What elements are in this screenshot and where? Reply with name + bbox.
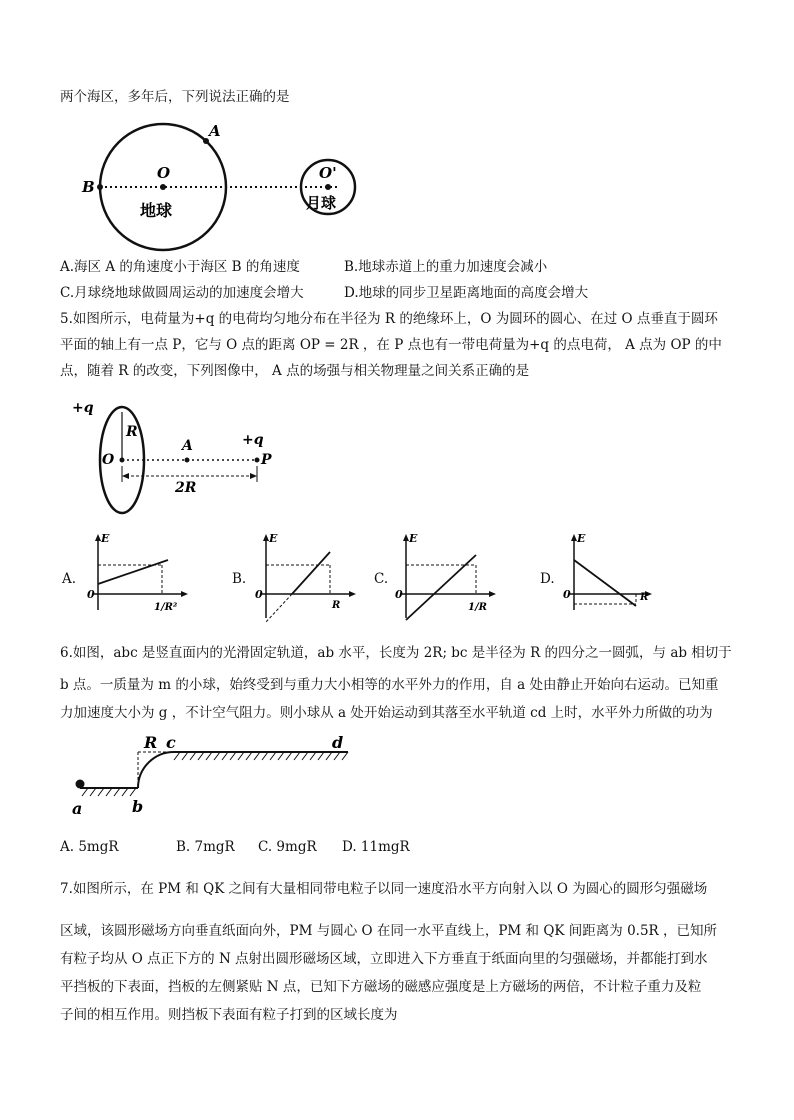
svg-text:E: E xyxy=(269,532,278,545)
label-O: O xyxy=(157,164,171,182)
point-O xyxy=(120,458,125,463)
label-A: A xyxy=(209,122,221,140)
svg-text:1/R²: 1/R² xyxy=(154,602,178,613)
graph-b-line xyxy=(292,552,330,594)
earth-label: 地球 xyxy=(140,201,173,220)
q4-option-b: B.地球赤道上的重力加速度会减小 xyxy=(344,259,548,275)
svg-text:E: E xyxy=(577,532,586,545)
label-R: R xyxy=(144,733,158,752)
point-O xyxy=(160,184,166,190)
label-O-prime: O' xyxy=(319,164,337,182)
moon-label: 月球 xyxy=(306,194,337,212)
q7-line-5: 子间的相互作用。则挡板下表面有粒子打到的区域长度为 xyxy=(60,1007,398,1023)
graph-d-line xyxy=(574,560,636,606)
graph-a-letter: A. xyxy=(62,571,77,587)
q7-line-1: 7.如图所示，在 PM 和 QK 之间有大量相同带电粒子以同一速度沿水平方向射入以 O 为圆心的圆形匀强磁场 xyxy=(60,881,708,897)
q4-option-c: C.月球绕地球做圆周运动的加速度会增大 xyxy=(60,285,304,301)
svg-text:R: R xyxy=(332,600,341,611)
svg-text:0: 0 xyxy=(255,588,263,601)
label-plus-q-point: +q xyxy=(242,432,264,448)
q7-line-3: 有粒子均从 O 点正下方的 N 点射出圆形磁场区域，立即进入下方垂直于纸面向里的匀强磁场，并都能打到水 xyxy=(60,951,708,967)
point-A xyxy=(185,458,190,463)
q6-line-2: b 点。一质量为 m 的小球，始终受到与重力大小相等的水平外力的作用，自 a 处由静止开始向右运动。已知重 xyxy=(60,677,719,693)
q5-line-2: 平面的轴上有一点 P，它与 O 点的距离 OP = 2R ，在 P 点也有一带电荷量为+q 的点电荷， A 点为 OP 的中 xyxy=(60,337,722,353)
q6-line-3: 力加速度大小为 g ，不计空气阻力。则小球从 a 处开始运动到其落至水平轨道 cd 上时，水平外力所做的功为 xyxy=(60,705,713,721)
q5-line-1: 5.如图所示，电荷量为+q 的电荷均匀地分布在半径为 R 的绝缘环上，O 为圆环的圆心、在过 O 点垂直于圆环 xyxy=(60,311,718,327)
q4-option-a: A.海区 A 的角速度小于海区 B 的角速度 xyxy=(60,259,300,275)
graph-b xyxy=(252,530,362,625)
track-arc-bc xyxy=(138,752,174,788)
label-a: a xyxy=(72,799,83,818)
graph-c xyxy=(392,530,502,625)
graph-a xyxy=(84,530,194,625)
label-A: A xyxy=(182,438,193,454)
label-2R: 2R xyxy=(175,480,197,496)
label-c: c xyxy=(166,733,176,752)
label-O: O xyxy=(102,452,115,468)
q6-option-b: B. 7mgR xyxy=(176,839,235,855)
svg-text:0: 0 xyxy=(563,588,571,601)
svg-text:0: 0 xyxy=(395,588,403,601)
label-b: b xyxy=(132,797,144,816)
label-plus-q-ring: +q xyxy=(72,400,94,416)
graph-b-dashed-ext xyxy=(266,594,292,622)
earth-moon-figure xyxy=(78,118,378,258)
q6-option-a: A. 5mgR xyxy=(60,839,119,855)
svg-text:E: E xyxy=(101,532,110,545)
label-R: R xyxy=(126,424,138,440)
q6-option-d: D. 11mgR xyxy=(342,839,410,855)
svg-text:R: R xyxy=(640,592,649,603)
svg-text:E: E xyxy=(409,532,418,545)
graph-d-letter: D. xyxy=(540,571,555,587)
q7-line-4: 平挡板的下表面，挡板的左侧紧贴 N 点，已知下方磁场的磁感应强度是上方磁场的两倍，不计粒子重力及粒 xyxy=(60,979,702,995)
track-figure xyxy=(70,734,370,834)
graph-c-letter: C. xyxy=(374,571,389,587)
svg-text:1/R: 1/R xyxy=(468,602,487,613)
q6-option-c: C. 9mgR xyxy=(258,839,317,855)
ball xyxy=(76,780,85,789)
svg-text:0: 0 xyxy=(87,588,95,601)
q7-line-2: 区域，该圆形磁场方向垂直纸面向外，PM 与圆心 O 在同一水平直线上，PM 和 QK 间距离为 0.5R ，已知所 xyxy=(60,923,717,939)
label-B: B xyxy=(82,178,95,196)
label-d: d xyxy=(332,733,344,752)
graph-d xyxy=(560,530,670,625)
graph-a-line xyxy=(98,560,168,584)
q4-option-d: D.地球的同步卫星距离地面的高度会增大 xyxy=(344,285,589,301)
label-P: P xyxy=(261,452,272,468)
q6-line-1: 6.如图，abc 是竖直面内的光滑固定轨道，ab 水平，长度为 2R; bc 是半径为 R 的四分之一圆弧，与 ab 相切于 xyxy=(60,645,732,661)
point-O-prime xyxy=(325,184,331,190)
point-P xyxy=(255,458,260,463)
point-B xyxy=(97,184,103,190)
ring-charge-figure xyxy=(72,396,292,516)
intro-text: 两个海区，多年后，下列说法正确的是 xyxy=(60,89,290,105)
q5-line-3: 点，随着 R 的改变，下列图像中， A 点的场强与相关物理量之间关系正确的是 xyxy=(60,363,530,379)
graph-b-letter: B. xyxy=(232,571,247,587)
